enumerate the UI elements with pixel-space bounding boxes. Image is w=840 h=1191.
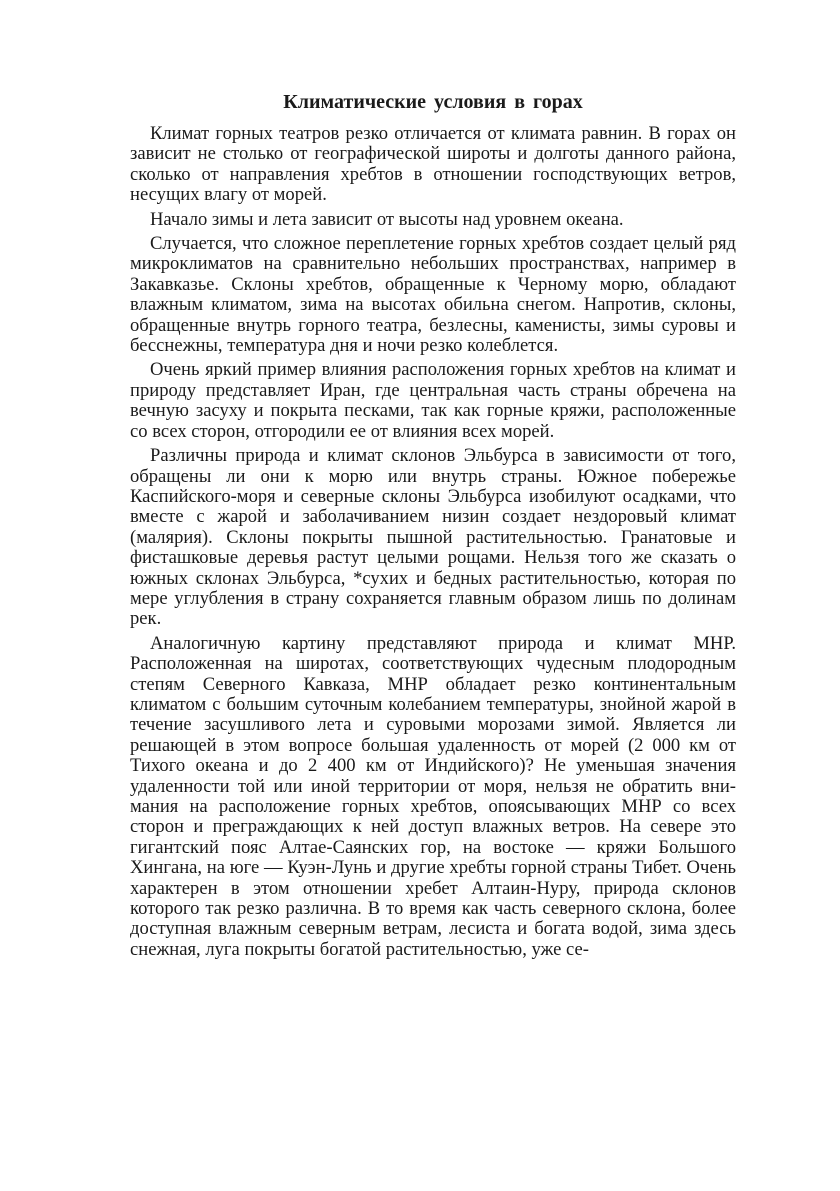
paragraph-1: Климат горных театров резко отличается от климата равнин. В горах он зависит не столько от географической широты и долготы данного района, сколько от направления хребтов в отношении господствующих ветров, несущих влагу от морей. (130, 123, 736, 206)
paragraph-5: Различны природа и климат склонов Эльбурса в зависимости от того, обращены ли они к морю или внутрь страны. Южное побережье Каспийского-моря и северные склоны Эльбурса изобилуют осадками, что вместе с жарой и заболачиванием низин создает нездоровый климат (малярия). Склоны покрыты пышной растительностью. Гранатовые и фисташковые деревья растут целыми рощами. Нельзя того же сказать о южных склонах Эльбурса, *сухих и бедных растительностью, которая по мере углубления в страну сохраняется главным образом лишь по долинам рек. (130, 445, 736, 630)
document-page (130, 88, 736, 964)
document-title: Климатические условия в горах (283, 91, 583, 113)
paragraph-2: Начало зимы и лета зависит от высоты над уровнем океана. (150, 208, 624, 230)
paragraph-4: Очень яркий пример влияния расположения горных хребтов на климат и природу представляет Иран, где центральная часть страны обречена на вечную засуху и покрыта песками, так как горные кряжи, расположенные со всех сторон, отгородили ее от влияния всех морей. (130, 359, 736, 442)
paragraph-6: Аналогичную картину представляют природа и климат МНР. Расположенная на широтах, соответствующих чудесным плодородным степям Северного Кавказа, МНР обладает резко континентальным климатом с большим суточным колебанием температуры, знойной жарой в течение засушливого лета и суровыми морозами зимой. Является ли решающей в этом вопросе большая удаленность от морей (2 000 км от Тихого океана и до 2 400 км от Индийского)? Не уменьшая значения удаленности той или иной территории от моря, нельзя не обратить внимания на расположение горных хребтов, опоясывающих МНР со всех сторон и преграждающих к ней доступ влажных ветров. На севере это гигантский пояс Алтае-Саянских гор, на востоке — кряжи Большого Хингана, на юге — Куэн-Лунь и другие хребты горной страны Тибет. Очень характерен в этом отношении хребет Алтаин-Нуру, природа склонов которого так резко различна. В то время как часть северного склона, более доступная влажным северным ветрам, лесиста и богата водой, зима здесь снежная, луга покрыты богатой растительностью, уже се- (130, 632, 736, 960)
paragraph-3: Случается, что сложное переплетение горных хребтов создает целый ряд микроклиматов на сравнительно небольших пространствах, например в Закавказье. Склоны хребтов, обращенные к Черному морю, обладают влажным климатом, зима на высотах обильна снегом. Напротив, склоны, обращенные внутрь горного театра, безлесны, каменисты, зимы суровы и бесснежны, температура дня и ночи резко колеблется. (130, 233, 736, 357)
